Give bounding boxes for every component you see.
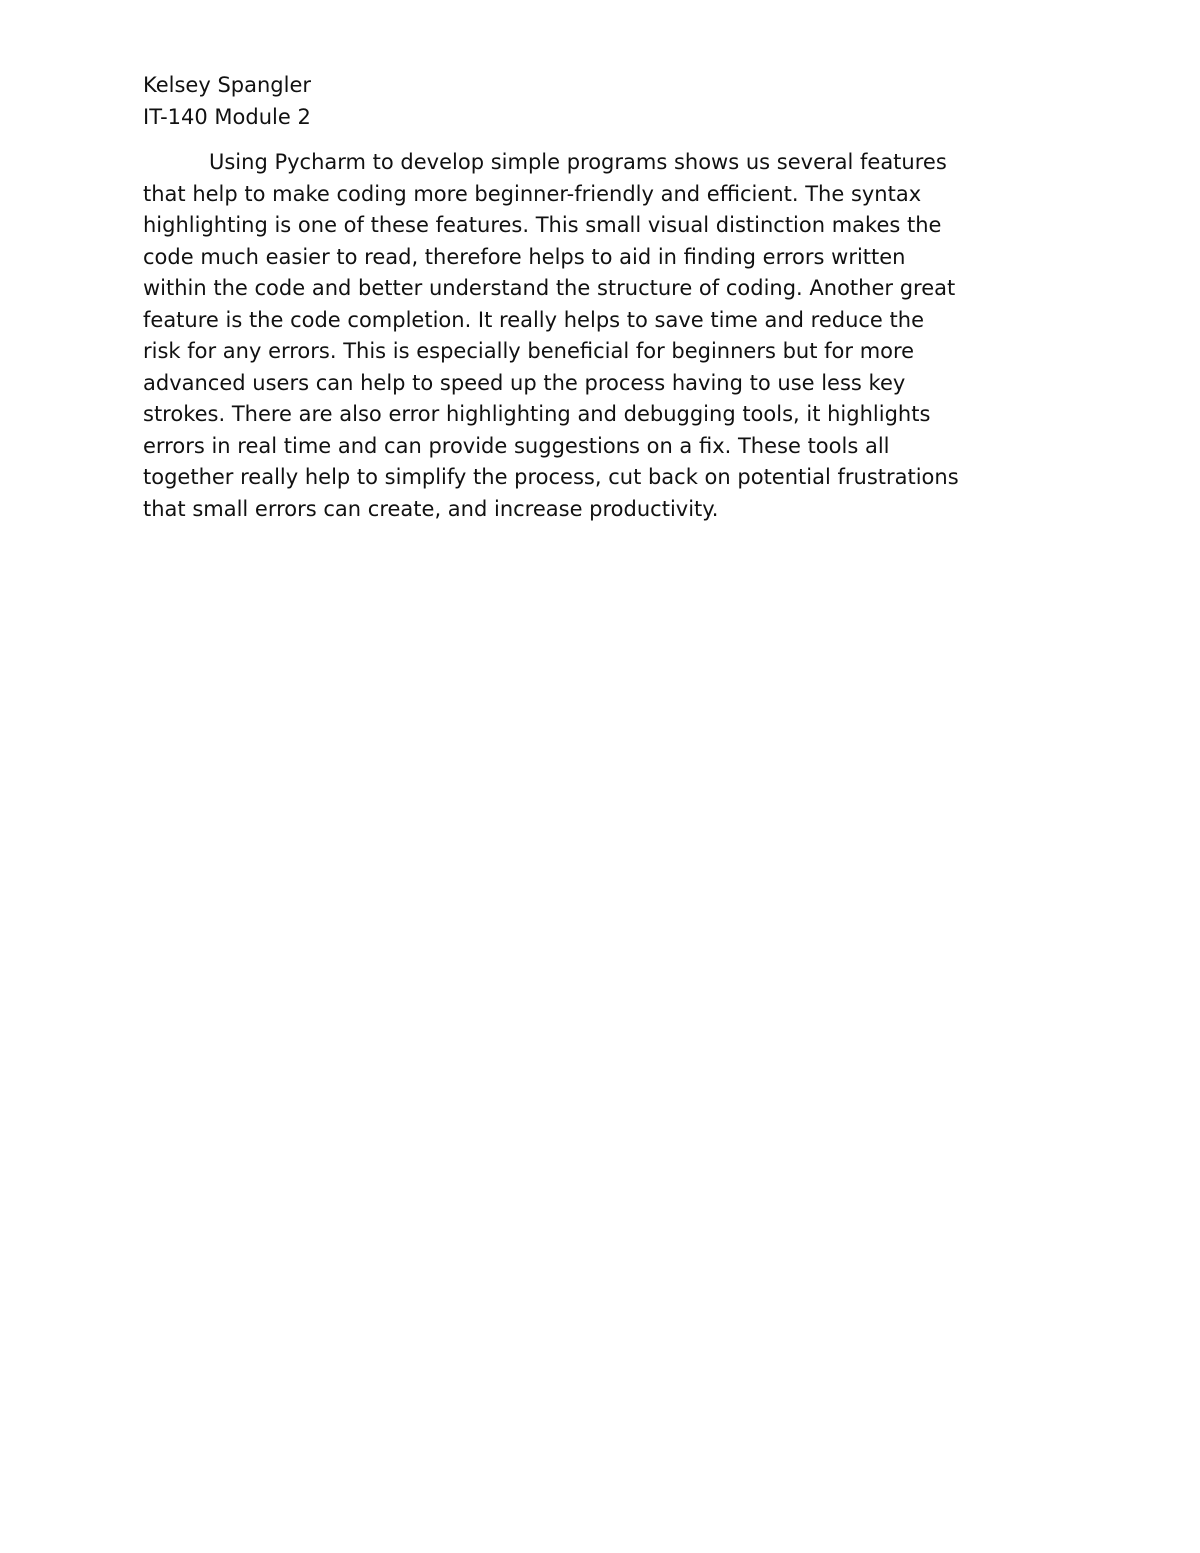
- paragraph-line: errors in real time and can provide suggestions on a fix. These tools all: [143, 433, 890, 458]
- paragraph-line: together really help to simplify the process, cut back on potential frustrations: [143, 465, 959, 489]
- body-paragraph: [143, 147, 1063, 525]
- course-title: IT-140 Module 2: [143, 104, 311, 129]
- paragraph-line: strokes. There are also error highlighting and debugging tools, it highlights: [143, 402, 931, 426]
- paragraph-line: highlighting is one of these features. This small visual distinction makes the: [143, 213, 942, 237]
- paragraph-line: code much easier to read, therefore helps to aid in finding errors written: [143, 244, 906, 269]
- paragraph-line: that help to make coding more beginner-friendly and efficient. The syntax: [143, 181, 922, 206]
- paragraph-line: risk for any errors. This is especially beneficial for beginners but for more: [143, 339, 915, 363]
- paragraph-line: feature is the code completion. It really helps to save time and reduce the: [143, 307, 924, 332]
- document-content: [143, 70, 1063, 525]
- paragraph-line: Using Pycharm to develop simple programs shows us several features: [209, 150, 947, 174]
- paragraph-line: within the code and better understand the structure of coding. Another great: [143, 276, 956, 300]
- paragraph-line: that small errors can create, and increase productivity.: [143, 496, 719, 521]
- author-name: Kelsey Spangler: [143, 73, 311, 97]
- paragraph-line: advanced users can help to speed up the process having to use less key: [143, 370, 906, 395]
